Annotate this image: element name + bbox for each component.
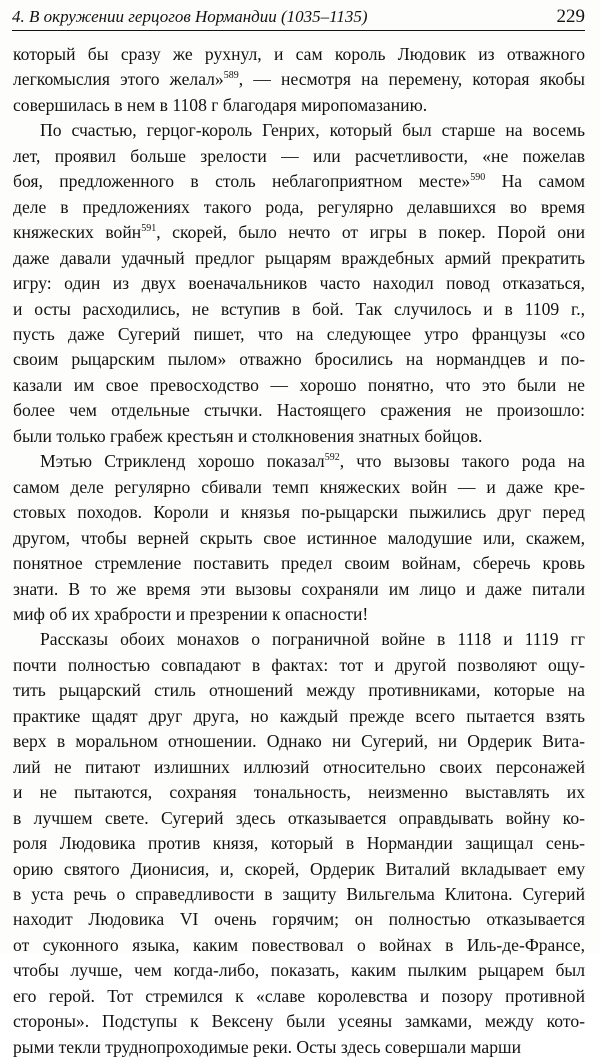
- text-line: [13, 322, 585, 347]
- page-number: 229: [556, 6, 585, 27]
- text-line: [13, 297, 585, 322]
- text-run: даже давали удачный предлог рыцарям враждебных армий прекратить: [13, 247, 585, 268]
- text-line: [13, 1009, 585, 1034]
- text-line: [13, 907, 585, 932]
- text-line: [13, 144, 585, 169]
- text-run: лет, проявил больше зрелости — или расчетливости, «не пожелав: [13, 145, 585, 166]
- footnote-ref: 590: [470, 172, 486, 184]
- text-run: орию святого Дионисия, и, скорей, Ордерик Виталий вкладывает ему: [13, 858, 585, 879]
- text-line: [13, 806, 585, 831]
- text-run: , — несмотря на перемену, которая якобы: [238, 69, 585, 90]
- text-run: понятное стремление поставить предел своим войнам, сберечь кровь: [13, 553, 585, 574]
- text-run: стовых походов. Короли и князья по-рыцарски пыжились друг перед: [13, 502, 585, 523]
- text-run: пусть даже Сугерий пишет, что на следующее утро французы «со: [13, 323, 585, 344]
- footnote-ref: 592: [324, 452, 340, 464]
- text-run: его герой. Тот стремился к «славе королевства и позору противной: [13, 985, 585, 1006]
- text-run: чтобы лучше, чем когда-либо, показать, каким пылким рыцарем был: [13, 960, 585, 981]
- text-line: [13, 449, 585, 474]
- text-run: На самом: [485, 171, 585, 192]
- text-line: [13, 627, 585, 652]
- text-line: [13, 551, 585, 576]
- text-run: рыми текли труднопроходимые реки. Осты здесь совершали марши: [13, 1036, 521, 1057]
- text-line: [13, 755, 585, 780]
- text-run: деле в предложениях такого рода, регулярно делавшихся во время: [13, 196, 585, 217]
- text-line: [13, 398, 585, 423]
- paragraph: [13, 449, 585, 627]
- text-line: [13, 780, 585, 805]
- text-line: [13, 653, 585, 678]
- text-line: [13, 729, 585, 754]
- paragraph: [13, 627, 585, 1060]
- text-line: [13, 169, 585, 194]
- text-run: знати. В то же время эти вызовы сохраняли им лицо и даже питали: [13, 578, 585, 599]
- text-line: [13, 857, 585, 882]
- text-line: [13, 933, 585, 958]
- text-line: [13, 678, 585, 703]
- text-run: Мэтью Стрикленд хорошо показал: [40, 451, 325, 472]
- body-text: [13, 42, 585, 1060]
- text-run: боя, предложенного в столь неблагоприятном месте»: [13, 171, 471, 192]
- text-line: [13, 93, 585, 118]
- text-line: [13, 577, 585, 602]
- text-line: [13, 246, 585, 271]
- text-run: другом, чтобы верней скрыть свое истинное малодушие или, скажем,: [13, 527, 585, 548]
- text-line: [13, 704, 585, 729]
- text-run: почти полностью совпадают в фактах: тот и другой позволяют ощу-: [13, 654, 585, 675]
- text-run: лий не питают излишних иллюзий относительно своих персонажей: [13, 756, 585, 777]
- text-run: в лучшем свете. Сугерий здесь отказывается оправдывать войну ко-: [13, 807, 585, 828]
- text-run: верх в моральном отношении. Однако ни Сугерий, ни Ордерик Вита-: [13, 731, 585, 752]
- paragraph: [13, 42, 585, 118]
- text-run: тить рыцарский стиль отношений между противниками, которые на: [13, 680, 585, 701]
- text-run: роля Людовика против князя, который в Нормандии защищал сень-: [13, 833, 585, 854]
- running-title: 4. В окружении герцогов Нормандии (1035–1135): [12, 7, 368, 26]
- text-line: [13, 220, 585, 245]
- text-line: [13, 373, 585, 398]
- text-line: [13, 424, 585, 449]
- paragraph: [13, 118, 585, 449]
- text-line: [13, 67, 585, 92]
- text-run: и не пытаются, сохраняя тональность, неизменно выставлять их: [13, 782, 585, 803]
- text-run: находит Людовика VI очень горячим; он полностью отказывается: [13, 909, 585, 930]
- text-run: самом деле регулярно сбивали темп княжеских войн — и даже кре-: [13, 476, 585, 497]
- text-run: , что вызовы такого рода на: [339, 451, 585, 472]
- text-line: [13, 500, 585, 525]
- text-run: от суконного языка, каким повествовал о войнах в Иль-де-Франсе,: [13, 934, 585, 955]
- running-header: [12, 4, 585, 31]
- text-line: [13, 602, 585, 627]
- text-run: легкомыслия этого желал»: [13, 69, 224, 90]
- text-run: княжеских войн: [13, 222, 142, 243]
- footnote-ref: 591: [141, 223, 157, 235]
- text-line: [13, 1035, 585, 1060]
- text-line: [13, 118, 585, 143]
- text-run: стороны». Подступы к Вексену были усеяны замками, между кото-: [13, 1011, 585, 1032]
- text-line: [13, 984, 585, 1009]
- text-run: казали им свое превосходство — хорошо понятно, что это были не: [13, 374, 585, 395]
- text-line: [13, 526, 585, 551]
- footnote-ref: 589: [223, 70, 239, 82]
- text-run: были только грабеж крестьян и столкновения знатных бойцов.: [13, 425, 483, 446]
- text-line: [13, 831, 585, 856]
- text-run: более чем отдельные стычки. Настоящего сражения не произошло:: [13, 400, 585, 421]
- text-run: практике щадят друг друга, но каждый прежде всего пытается взять: [13, 705, 585, 726]
- text-run: совершилась в нем в 1108 г благодаря миропомазанию.: [13, 94, 428, 115]
- text-run: игру: один из двух военачальников часто находил повод отказаться,: [13, 273, 585, 294]
- text-run: , скорей, было нечто от игры в покер. Порой они: [156, 222, 585, 243]
- text-line: [13, 882, 585, 907]
- text-run: миф об их храбрости и презрении к опасности!: [13, 603, 369, 624]
- text-run: который бы сразу же рухнул, и сам король Людовик из отважного: [13, 44, 585, 64]
- text-line: [13, 42, 585, 67]
- text-run: в уста речь о справедливости в защиту Вильгельма Клитона. Сугерий: [13, 883, 585, 904]
- text-line: [13, 271, 585, 296]
- text-line: [13, 475, 585, 500]
- text-line: [13, 195, 585, 220]
- text-run: По счастью, герцог-король Генрих, который был старше на восемь: [40, 120, 585, 141]
- text-run: и осты расходились, не вступив в бой. Так случилось и в 1109 г.,: [13, 298, 585, 319]
- text-line: [13, 958, 585, 983]
- text-run: своим рыцарским пылом» отважно бросились на нормандцев и по-: [13, 349, 585, 370]
- text-line: [13, 347, 585, 372]
- text-run: Рассказы обоих монахов о пограничной войне в 1118 и 1119 гг: [40, 629, 585, 650]
